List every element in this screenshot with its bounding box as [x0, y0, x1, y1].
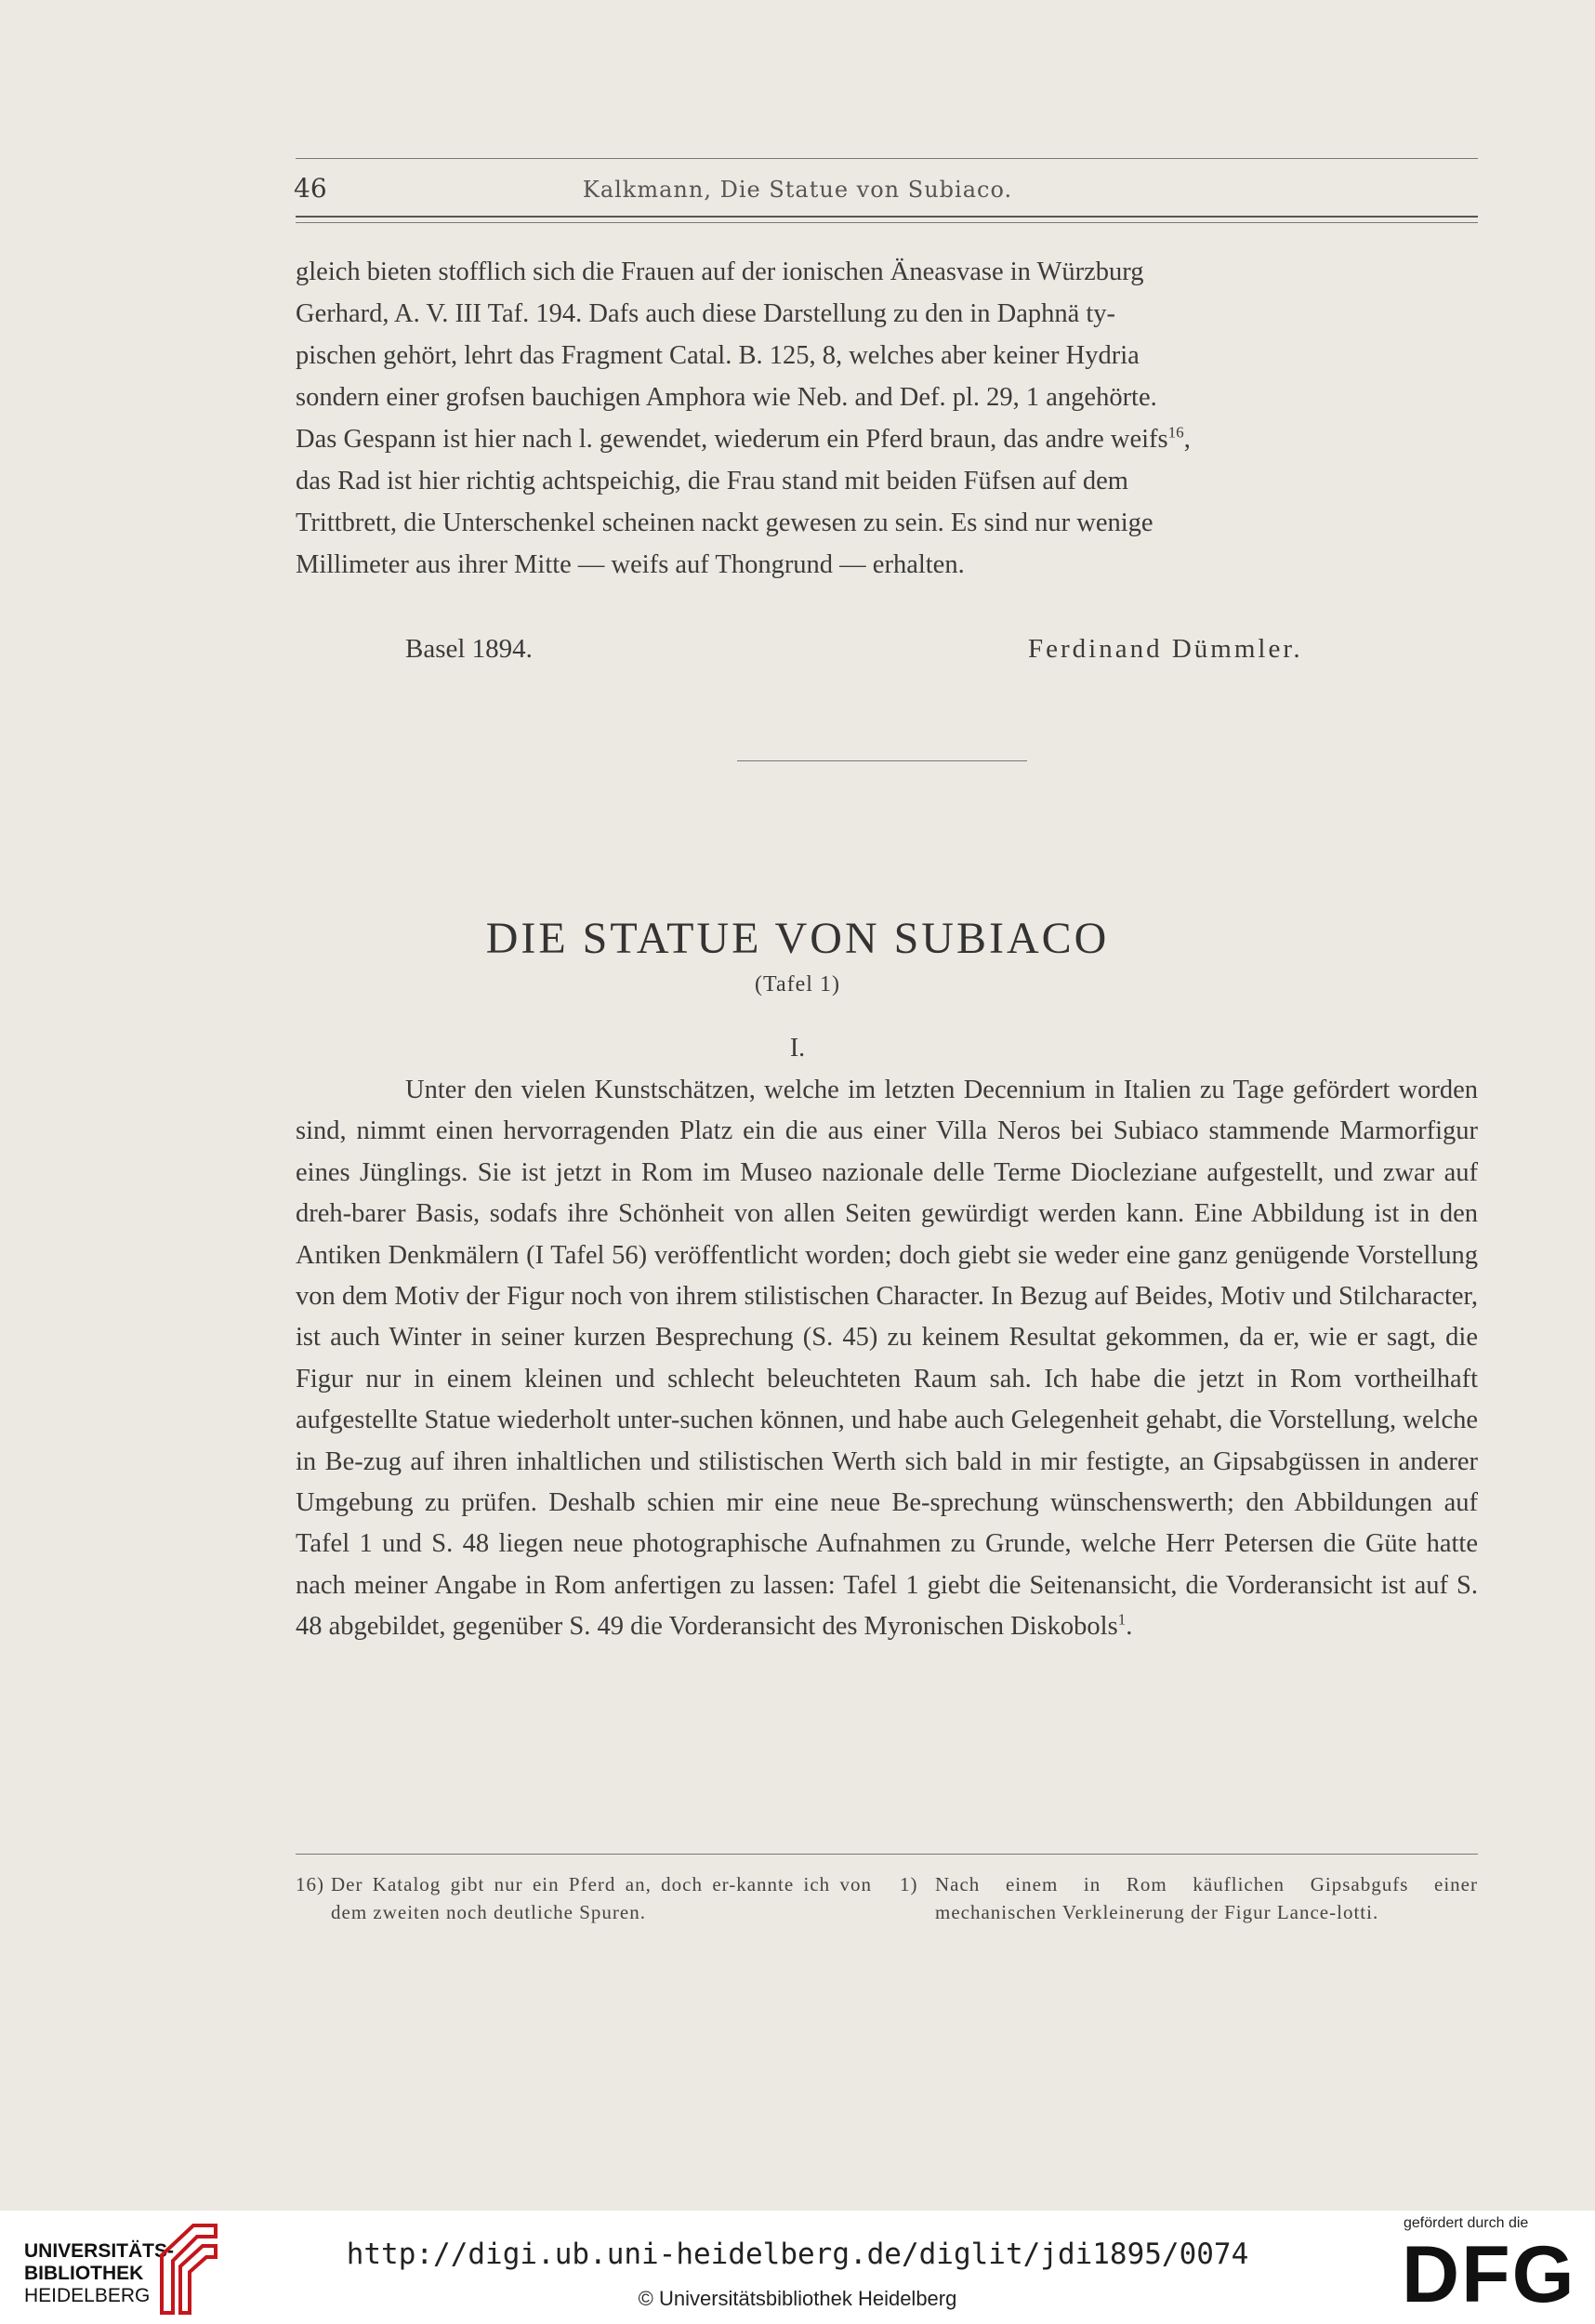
footnote-1 [900, 1870, 1478, 1926]
text-line: Millimeter aus ihrer Mitte — weifs auf Thongrund — erhalten. [296, 550, 965, 579]
text-line: Trittbrett, die Unterschenkel scheinen nackt gewesen zu sein. Es sind nur wenige [296, 508, 1153, 537]
footnote-ref: 1 [1117, 1610, 1127, 1629]
article-body [296, 1070, 1478, 1648]
footnote-16 [296, 1870, 872, 1926]
signature-name: Ferdinand Dümmler. [1028, 634, 1303, 664]
page-number: 46 [294, 173, 327, 204]
article-separator [737, 760, 1027, 761]
library-line: HEIDELBERG [24, 2285, 151, 2306]
footnote-text: Nach einem in Rom käuflichen Gipsabgufs einer mechanischen Verkleinerung der Figur Lance-lotti. [935, 1873, 1478, 1923]
article-title: DIE STATUE VON SUBIACO [485, 914, 1110, 963]
footnote-text: Der Katalog gibt nur ein Pferd an, doch er-kannte ich von dem zweiten noch deutliche Spuren. [331, 1873, 872, 1923]
footnote-ref: 16 [1167, 423, 1184, 442]
library-line: BIBLIOTHEK [24, 2263, 144, 2284]
paragraph: Unter den vielen Kunstschätzen, welche im letzten Decennium in Italien zu Tage gefördert worden sind, nimmt einen hervorragenden Platz ein die aus einer Villa Neros bei Subiaco stammende Marmorfigur eines Jünglings. Sie ist jetzt in Rom im Museo nazionale delle Terme Diocleziane aufgestellt, und zwar auf dreh-barer Basis, sodafs ihre Schönheit von allen Seiten gewürdigt werden kann. Eine Abbildung ist in den Antiken Denkmälern (I Tafel 56) veröffentlicht worden; doch giebt sie weder eine ganz genügende Vorstellung von dem Motiv der Figur noch von ihrem stilistischen Character. In Bezug auf Beides, Motiv und Stilcharacter, ist auch Winter in seiner kurzen Besprechung (S. 45) zu keinem Resultat gekommen, da er, wie er sagt, die Figur nur in einem kleinen und schlecht beleuchteten Raum sah. Ich habe die jetzt in Rom vortheilhaft aufgestellte Statue wiederholt unter-suchen können, und habe auch Gelegenheit gehabt, die Vorstellung, welche in Be-zug auf ihren inhaltlichen und stilistischen Werth sich bald in mir festigte, an Gipsabgüssen in anderer Umgebung zu prüfen. Deshalb schien mir eine neue Be-sprechung wünschenswerth; den Abbildungen auf Tafel 1 und S. 48 liegen neue photographische Aufnahmen zu Grunde, welche Herr Petersen die Güte hatte nach meiner Angabe in Rom anfertigen zu lassen: Tafel 1 giebt die Seitenansicht, die Vorderansicht ist auf S. 48 abgebildet, gegenüber S. 49 die Vorderansicht des Myronischen Diskobols$^1$. [296, 1076, 1478, 1642]
dfg-logo: DFG [1402, 2230, 1576, 2319]
copyright-notice: © Universitätsbibliothek Heidelberg [638, 2287, 957, 2310]
funding-label: gefördert durch die [1404, 2215, 1529, 2231]
header-rule-bottom [296, 216, 1478, 218]
footnote-mark: 1) [900, 1873, 918, 1895]
footnote-mark: 16) [296, 1873, 324, 1895]
text-line: Gerhard, A. V. III Taf. 194. Dafs auch diese Darstellung zu den in Daphnä ty- [296, 299, 1116, 328]
header-rule-top [296, 158, 1478, 159]
library-line: UNIVERSITÄTS- [24, 2240, 175, 2262]
text-line-with-ref: Das Gespann ist hier nach l. gewendet, wiederum ein Pferd braun, das andre weifs$^{16}$, [296, 423, 1191, 454]
text-line: pischen gehört, lehrt das Fragment Catal. B. 125, 8, welches aber keiner Hydria [296, 341, 1140, 370]
signature-place: Basel 1894. [405, 634, 533, 664]
text-line: Das Gespann ist hier nach l. gewendet, wiederum ein Pferd braun, das andre weifs [296, 425, 1168, 454]
text-line: sondern einer grofsen bauchigen Amphora wie Neb. and Def. pl. 29, 1 angehörte. [296, 383, 1157, 412]
header-rule-bottom-2 [296, 222, 1478, 223]
footnote-rule [296, 1854, 1478, 1855]
paragraph-text: Unter den vielen Kunstschätzen, welche im letzten Decennium in Italien zu Tage gefördert worden sind, nimmt einen hervorragenden Platz ein die aus einer Villa Neros bei Subiaco stammende Marmorfigur eines Jünglings. Sie ist jetzt in Rom im Museo nazionale delle Terme Diocleziane aufgestellt, und zwar auf dreh-barer Basis, sodafs ihre Schönheit von allen Seiten gewürdigt werden kann. Eine Abbildung ist in den Antiken Denkmälern (I Tafel 56) veröffentlicht worden; doch giebt sie weder eine ganz genügende Vorstellung von dem Motiv der Figur noch von ihrem stilistischen Character. In Bezug auf Beides, Motiv und Stilcharacter, ist auch Winter in seiner kurzen Besprechung (S. 45) zu keinem Resultat gekommen, da er, wie er sagt, die Figur nur in einem kleinen und schlecht beleuchteten Raum sah. Ich habe die jetzt in Rom vortheilhaft aufgestellte Statue wiederholt unter-suchen können, und habe auch Gelegenheit gehabt, die Vorstellung, welche in Be-zug auf ihren inhaltlichen und stilistischen Werth sich bald in mir festigte, an Gipsabgüssen in anderer Umgebung zu prüfen. Deshalb schien mir eine neue Be-sprechung wünschenswerth; den Abbildungen auf Tafel 1 und S. 48 liegen neue photographische Aufnahmen zu Grunde, welche Herr Petersen die Güte hatte nach meiner Angabe in Rom anfertigen zu lassen: Tafel 1 giebt die Seitenansicht, die Vorderansicht ist auf S. 48 abgebildet, gegenüber S. 49 die Vorderansicht des Myronischen Diskobols [296, 1076, 1478, 1642]
running-title: Kalkmann, Die Statue von Subiaco. [582, 177, 1013, 203]
previous-article-text [296, 251, 1478, 586]
text-line: gleich bieten stofflich sich die Frauen auf der ionischen Äneasvase in Würzburg [296, 257, 1144, 286]
article-subtitle: (Tafel 1) [755, 972, 840, 997]
section-number: I. [789, 1034, 806, 1063]
source-url-link[interactable]: http://digi.ub.uni-heidelberg.de/diglit/jdi1895/0074 [346, 2238, 1249, 2271]
text-line: das Rad ist hier richtig achtspeichig, die Frau stand mit beiden Füfsen auf dem [296, 467, 1128, 495]
